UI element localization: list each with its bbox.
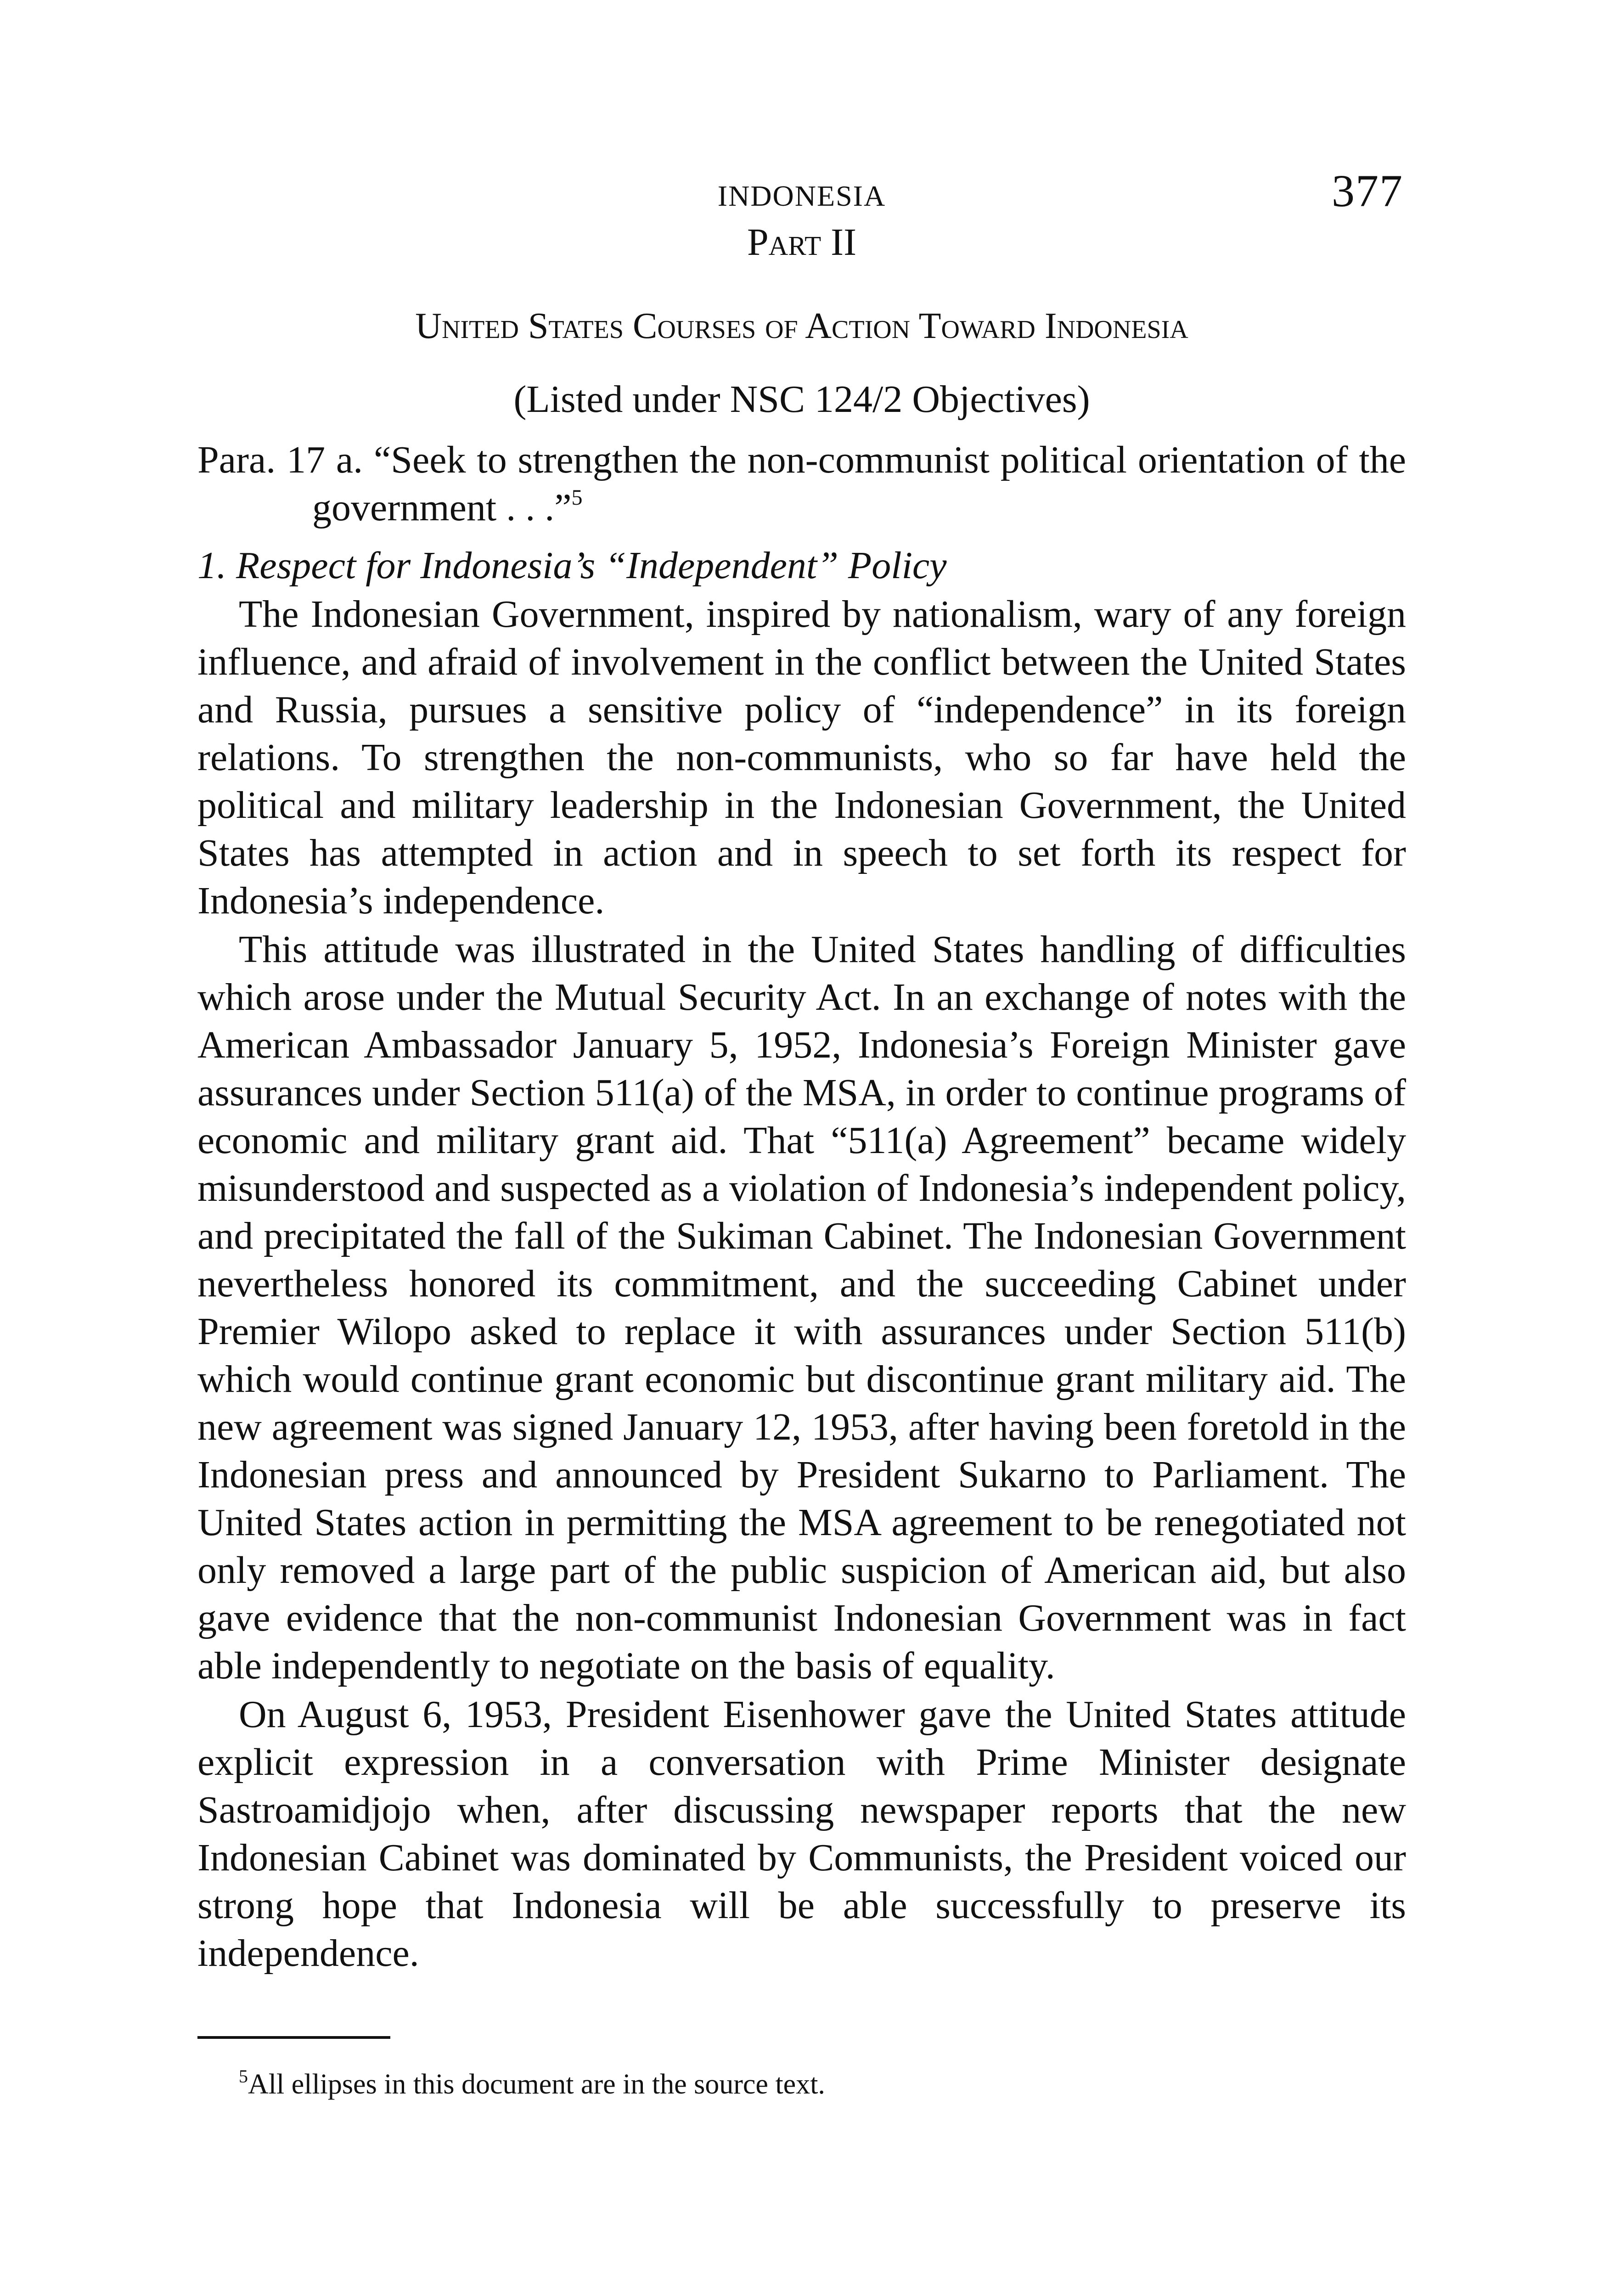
section-title: United States Courses of Action Toward Indonesia: [415, 306, 1188, 346]
body-paragraph-1: The Indonesian Government, inspired by nationalism, wary of any foreign influence, and afraid of involvement in the conflict between the United States and Russia, pursues a sensitive policy of “independence” in its foreign relations. To strengthen the non-communists, who so far have held the political and military leadership in the Indonesian Government, the United States has attempted in action and in speech to set forth its respect for Indonesia’s independence.: [197, 593, 1406, 922]
footnote-divider: [197, 2036, 390, 2039]
footnote-text: All ellipses in this document are in the source text.: [248, 2069, 825, 2100]
objective-reference-text: Para. 17 a. “Seek to strengthen the non-communist political orientation of the government . . .”: [197, 439, 1406, 529]
footnote: [197, 2064, 1406, 2105]
running-title: INDONESIA: [717, 180, 886, 212]
document-page: [197, 138, 1406, 2105]
footnote-number: 5: [239, 2066, 248, 2087]
body-paragraph-2: This attitude was illustrated in the United States handling of difficulties which arose under the Mutual Security Act. In an exchange of notes with the American Ambassador January 5, 1952, Indonesia’s Foreign Minister gave assurances under Section 511(a) of the MSA, in order to continue programs of economic and military grant aid. That “511(a) Agreement” became widely misunderstood and suspected as a violation of Indonesia’s independent policy, and precipitated the fall of the Sukiman Cabinet. The Indonesian Government nevertheless honored its commitment, and the succeeding Cabinet under Premier Wilopo asked to replace it with assurances under Section 511(b) which would continue grant economic but discontinue grant military aid. The new agreement was signed January 12, 1953, after having been foretold in the Indonesian press and announced by President Sukarno to Parliament. The United States action in permitting the MSA agreement to be renegotiated not only removed a large part of the public suspicion of American aid, but also gave evidence that the non-communist Indonesian Government was in fact able independently to negotiate on the basis of equality.: [197, 928, 1406, 1687]
body-paragraph-3: On August 6, 1953, President Eisenhower gave the United States attitude explicit expression in a conversation with Prime Minister designate Sastroamidjojo when, after discussing newspaper reports that the new Indonesian Cabinet was dominated by Communists, the President voiced our strong hope that Indonesia will be able successfully to preserve its independence.: [197, 1693, 1406, 1975]
objective-reference: [197, 436, 1406, 532]
section-subtitle: (Listed under NSC 124/2 Objectives): [513, 378, 1090, 421]
subsection-heading: 1. Respect for Indonesia’s “Independent” Policy: [197, 544, 947, 587]
page-number: 377: [1332, 165, 1403, 216]
running-header: [197, 138, 1406, 216]
footnote-marker: 5: [571, 485, 583, 510]
part-label: Part II: [747, 221, 857, 264]
